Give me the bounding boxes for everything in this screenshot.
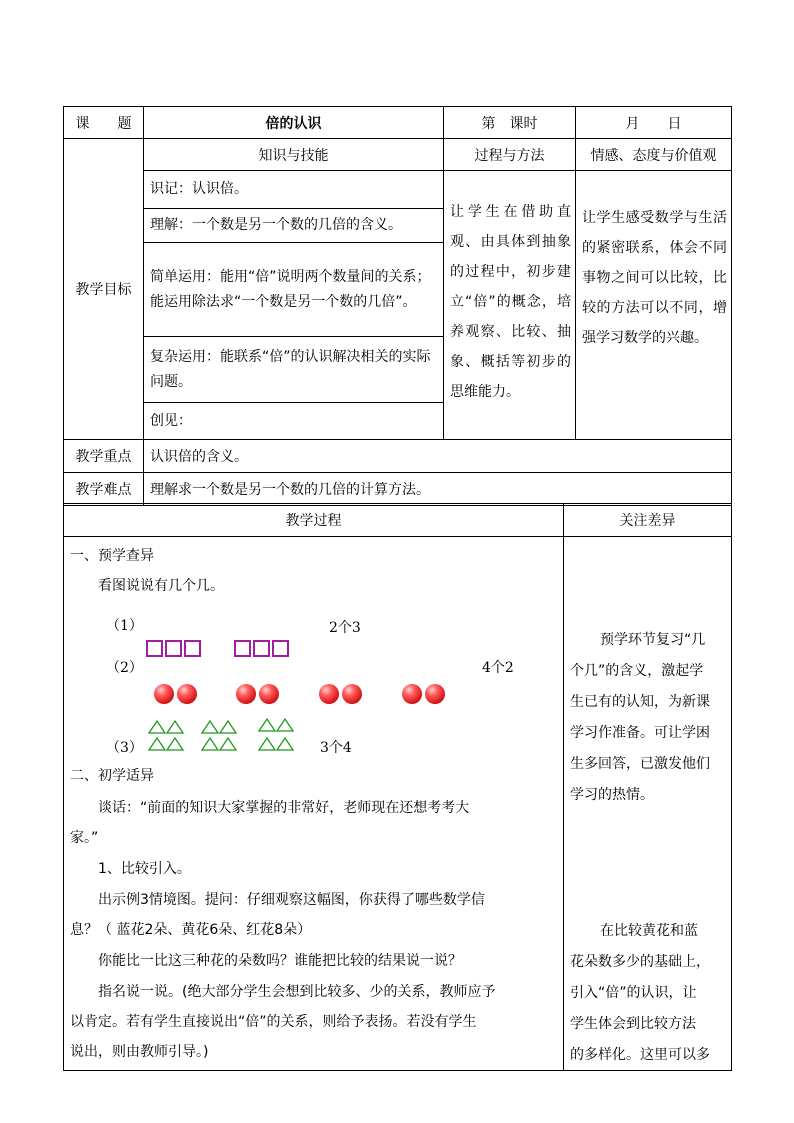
note-line: 在比较黄花和蓝	[600, 923, 698, 939]
ball-shape	[342, 684, 362, 704]
answer-line: 以肯定。若有学生直接说出“倍”的关系，则给予表扬。若没有学生	[70, 1014, 477, 1030]
square-shape	[165, 640, 182, 657]
ball-shape	[425, 684, 445, 704]
item-number: （2）	[106, 660, 143, 676]
item-answer: 4个2	[482, 660, 514, 676]
lesson-label: 第 课时	[444, 107, 576, 139]
example-line: 息？（ 蓝花2朵、黄花6朵、红花8朵）	[70, 922, 312, 938]
date-label: 月 日	[576, 107, 732, 139]
col-knowledge-header: 知识与技能	[144, 139, 444, 171]
knowledge-item: 复杂运用：能联系“倍”的认识解决相关的实际问题。	[144, 337, 444, 403]
col-teaching-process: 教学过程	[64, 504, 564, 537]
note-line: 学习的热情。	[570, 787, 654, 803]
note-line: 个几”的含义，激起学	[570, 663, 704, 679]
knowledge-item: 简单运用：能用“倍”说明两个数量间的关系；能运用除法求“一个数是另一个数的几倍”。	[144, 243, 444, 337]
key-point-label: 教学重点	[64, 440, 144, 473]
note-line: 学生体会到比较方法	[570, 1016, 696, 1032]
attention-diff-cell	[564, 537, 732, 1071]
key-point-value: 认识倍的含义。	[144, 440, 732, 473]
triangles-figure	[144, 717, 304, 753]
note-line: 预学环节复习“几	[600, 632, 706, 648]
section1-title: 一、预学查异	[70, 548, 154, 564]
ball-shape	[259, 684, 279, 704]
note-line: 花朵数多少的基础上，	[570, 954, 710, 970]
objectives-table	[63, 106, 732, 506]
note-line: 生已有的认知，为新课	[570, 694, 710, 710]
note-line: 引入“倍”的认识，让	[570, 985, 697, 1001]
emotion-text: 让学生感受数学与生活的紧密联系，体会不同事物之间可以比较，比较的方法可以不同，增强学习数学的兴趣。	[576, 171, 732, 440]
topic-label: 课 题	[64, 107, 144, 139]
knowledge-item: 理解：一个数是另一个数的几倍的含义。	[144, 209, 444, 243]
section1-intro: 看图说说有几个几。	[98, 578, 224, 594]
square-shape	[253, 640, 270, 657]
process-table	[63, 503, 732, 1071]
knowledge-item: 创见：	[144, 403, 444, 440]
section2-title: 二、初学适异	[70, 768, 154, 784]
ball-shape	[402, 684, 422, 704]
item-answer: 3个4	[320, 740, 352, 756]
step-title: 1、比较引入。	[98, 861, 191, 877]
ball-shape	[319, 684, 339, 704]
note-line: 学习作准备。可让学困	[570, 725, 710, 741]
talk-line: 谈话：“前面的知识大家掌握的非常好，老师现在还想考考大	[98, 800, 470, 816]
topic-value: 倍的认识	[144, 107, 444, 139]
col-attention-diff: 关注差异	[564, 504, 732, 537]
square-shape	[146, 640, 163, 657]
difficult-point-label: 教学难点	[64, 473, 144, 506]
teaching-process-cell	[64, 537, 564, 1071]
item-answer: 2个3	[329, 620, 361, 636]
answer-line: 指名说一说。(绝大部分学生会想到比较多、少的关系，教师应予	[98, 984, 496, 1000]
difficult-point-value: 理解求一个数是另一个数的几倍的计算方法。	[144, 473, 732, 506]
col-emotion-header: 情感、态度与价值观	[576, 139, 732, 171]
answer-line: 说出，则由教师引导。)	[70, 1044, 209, 1060]
note-line: 生多回答，已激发他们	[570, 756, 710, 772]
ball-shape	[177, 684, 197, 704]
square-shape	[272, 640, 289, 657]
note-line: 的多样化。这里可以多	[570, 1047, 710, 1063]
ball-shape	[154, 684, 174, 704]
ball-shape	[236, 684, 256, 704]
item-number: （3）	[106, 740, 143, 756]
example-line: 出示例3情境图。提问：仔细观察这幅图，你获得了哪些数学信	[98, 892, 485, 908]
square-shape	[184, 640, 201, 657]
knowledge-item: 识记：认识倍。	[144, 171, 444, 209]
process-method-text: 让学生在借助直观、由具体到抽象的过程中，初步建立“倍”的概念，培养观察、比较、抽象、概括等初步的思维能力。	[444, 171, 576, 440]
objectives-row-label: 教学目标	[64, 139, 144, 440]
item-number: （1）	[106, 618, 143, 634]
col-process-header: 过程与方法	[444, 139, 576, 171]
square-shape	[234, 640, 251, 657]
question-line: 你能比一比这三种花的朵数吗？谁能把比较的结果说一说？	[98, 953, 462, 969]
talk-line: 家。”	[70, 830, 99, 846]
